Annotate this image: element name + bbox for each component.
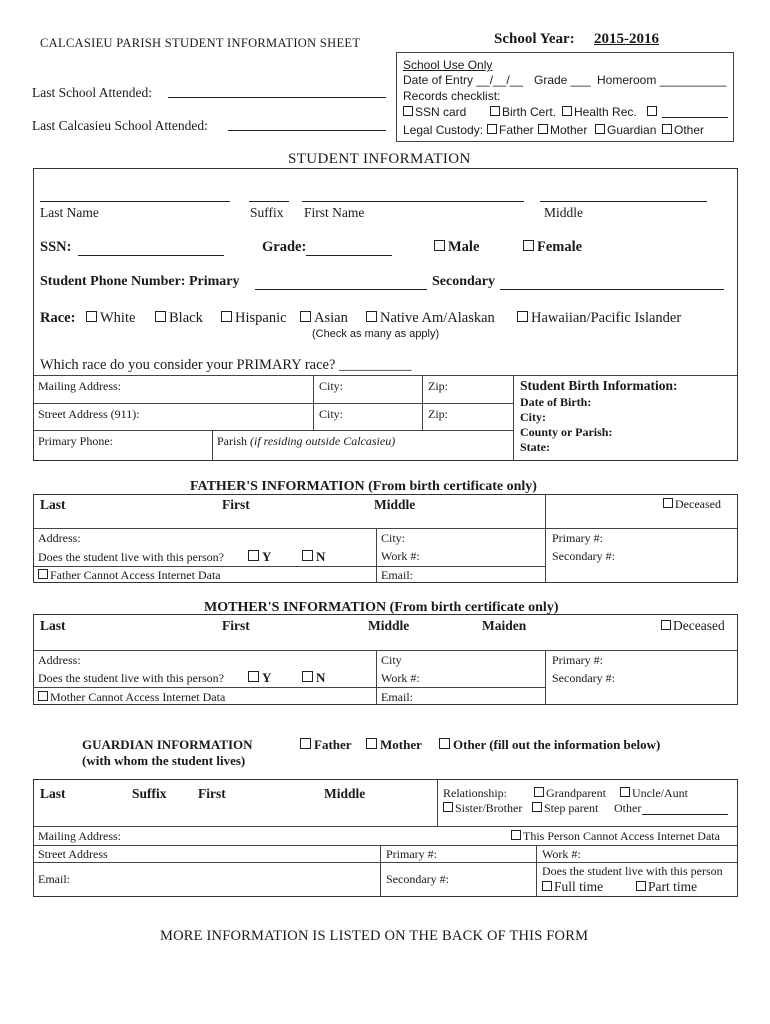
father-primary-label[interactable]: Primary #:: [552, 531, 603, 545]
health-rec-check[interactable]: Health Rec.: [562, 105, 637, 119]
father-no-internet-check[interactable]: Father Cannot Access Internet Data: [38, 568, 221, 583]
last-calcasieu-school-field[interactable]: [228, 130, 386, 131]
guardian-subtitle: (with whom the student lives): [82, 753, 246, 768]
mother-secondary-label[interactable]: Secondary #:: [552, 671, 615, 685]
father-middle-label[interactable]: Middle: [374, 497, 416, 512]
father-last-label[interactable]: Last: [40, 497, 66, 512]
checkbox-icon: [366, 738, 377, 749]
guardian-primary-label[interactable]: Primary #:: [386, 847, 437, 861]
checkbox-icon: [248, 671, 259, 682]
birth-state-label[interactable]: State:: [520, 440, 550, 454]
birth-cert-check[interactable]: Birth Cert.: [490, 105, 556, 119]
phone-secondary-label: Secondary: [432, 274, 495, 289]
checkbox-icon: [620, 787, 630, 797]
birth-info-title: Student Birth Information:: [520, 378, 678, 393]
address-row-rule: [33, 430, 513, 431]
guardian-col-rule: [380, 845, 381, 897]
guardian-secondary-label[interactable]: Secondary #:: [386, 872, 449, 886]
father-lives-no[interactable]: N: [302, 549, 325, 565]
checkbox-icon: [523, 240, 534, 251]
extra-record-check[interactable]: [647, 105, 659, 119]
guardian-mailing-label[interactable]: Mailing Address:: [38, 829, 121, 843]
street-address-label[interactable]: Street Address (911):: [38, 407, 140, 421]
checkbox-icon: [434, 240, 445, 251]
guardian-full-time-check[interactable]: Full time: [542, 879, 603, 895]
custody-mother-check[interactable]: Mother: [538, 123, 587, 137]
checkbox-icon: [663, 498, 673, 508]
county-parish-label[interactable]: County or Parish:: [520, 425, 613, 439]
checkbox-icon: [538, 124, 548, 134]
grade-field[interactable]: [306, 255, 392, 256]
checkbox-icon: [366, 311, 377, 322]
checkbox-icon: [38, 569, 48, 579]
form-title: CALCASIEU PARISH STUDENT INFORMATION SHEET: [40, 36, 361, 50]
father-col-rule: [545, 494, 546, 583]
father-email-label[interactable]: Email:: [381, 568, 413, 582]
race-check-note: (Check as many as apply): [312, 328, 440, 340]
guardian-row-rule: [33, 826, 738, 827]
custody-guardian-check[interactable]: Guardian: [595, 123, 656, 137]
mother-deceased-check[interactable]: Deceased: [661, 618, 725, 634]
checkbox-icon: [534, 787, 544, 797]
first-name-label: First Name: [304, 205, 365, 220]
guardian-lives-with-label: Does the student live with this person: [542, 864, 723, 878]
guardian-first-label[interactable]: First: [198, 786, 226, 801]
mother-city-label[interactable]: City: [381, 653, 402, 667]
checkbox-icon: [595, 124, 605, 134]
first-name-field[interactable]: [302, 201, 524, 202]
ssn-card-check[interactable]: SSN card: [403, 105, 466, 119]
male-option[interactable]: Male: [434, 239, 479, 256]
guardian-part-time-check[interactable]: Part time: [636, 879, 697, 895]
mother-col-rule: [545, 650, 546, 705]
father-city-label[interactable]: City:: [381, 531, 406, 545]
student-section-title: STUDENT INFORMATION: [288, 151, 471, 167]
address-col-rule: [513, 375, 514, 461]
checkbox-icon: [517, 311, 528, 322]
footer-note: MORE INFORMATION IS LISTED ON THE BACK OF THIS FORM: [160, 928, 589, 944]
rel-step-parent-check[interactable]: Step parent: [532, 801, 598, 816]
checkbox-icon: [636, 881, 646, 891]
address-table-top-rule: [33, 375, 738, 376]
guardian-father-check[interactable]: Father: [300, 737, 352, 753]
grade-label: Grade:: [262, 239, 307, 255]
checkbox-icon: [38, 691, 48, 701]
relationship-label: Relationship:: [443, 786, 507, 800]
father-lives-yes[interactable]: Y: [248, 549, 271, 565]
date-of-entry: Date of Entry __/__/__: [403, 73, 524, 87]
checkbox-icon: [155, 311, 166, 322]
street-city-label[interactable]: City:: [319, 407, 344, 421]
legal-custody-label: Legal Custody:: [403, 123, 484, 137]
guardian-work-label[interactable]: Work #:: [542, 847, 581, 861]
father-deceased-check[interactable]: Deceased: [663, 497, 721, 512]
father-row-rule: [33, 528, 738, 529]
phone-primary-field[interactable]: [255, 289, 427, 290]
guardian-last-label[interactable]: Last: [40, 786, 66, 801]
phone-secondary-field[interactable]: [500, 289, 724, 290]
suffix-label: Suffix: [250, 205, 284, 220]
mother-middle-label[interactable]: Middle: [368, 618, 410, 633]
suffix-field[interactable]: [249, 201, 289, 202]
mother-address-label[interactable]: Address:: [38, 653, 81, 667]
mailing-city-label[interactable]: City:: [319, 379, 344, 393]
parish-label[interactable]: Parish (if residing outside Calcasieu): [217, 434, 396, 448]
rel-other-field[interactable]: [642, 814, 728, 815]
date-of-birth-label[interactable]: Date of Birth:: [520, 395, 592, 409]
father-first-label[interactable]: First: [222, 497, 250, 512]
last-calcasieu-school-label: Last Calcasieu School Attended:: [32, 118, 208, 133]
checkbox-icon: [86, 311, 97, 322]
rel-grandparent-check[interactable]: Grandparent: [534, 786, 606, 801]
checkbox-icon: [300, 738, 311, 749]
checkbox-icon: [487, 124, 497, 134]
checkbox-icon: [532, 802, 542, 812]
race-asian-option[interactable]: Asian: [300, 310, 348, 327]
female-option[interactable]: Female: [523, 239, 582, 256]
last-name-field[interactable]: [40, 201, 230, 202]
checkbox-icon: [302, 550, 313, 561]
checkbox-icon: [490, 106, 500, 116]
checkbox-icon: [562, 106, 572, 116]
address-col-rule: [422, 375, 423, 430]
father-address-label[interactable]: Address:: [38, 531, 81, 545]
mother-first-label[interactable]: First: [222, 618, 250, 633]
rel-uncle-aunt-check[interactable]: Uncle/Aunt: [620, 786, 688, 801]
race-white-option[interactable]: White: [86, 310, 135, 327]
guardian-suffix-label[interactable]: Suffix: [132, 786, 167, 801]
checkbox-icon: [439, 738, 450, 749]
guardian-street-label[interactable]: Street Address: [38, 847, 108, 861]
mother-lives-with-label: Does the student live with this person?: [38, 671, 224, 685]
checkbox-icon: [542, 881, 552, 891]
checkbox-icon: [511, 830, 521, 840]
address-row-rule: [33, 403, 513, 404]
checkbox-icon: [221, 311, 232, 322]
checkbox-icon: [302, 671, 313, 682]
school-use-homeroom: Homeroom __________: [597, 73, 727, 87]
mother-last-label[interactable]: Last: [40, 618, 66, 633]
mother-email-label[interactable]: Email:: [381, 690, 413, 704]
race-label: Race:: [40, 310, 76, 326]
guardian-middle-label[interactable]: Middle: [324, 786, 366, 801]
school-year-value: 2015-2016: [594, 31, 659, 47]
street-zip-label[interactable]: Zip:: [428, 407, 448, 421]
guardian-row-rule: [33, 845, 738, 846]
race-black-option[interactable]: Black: [155, 310, 203, 327]
race-hispanic-option[interactable]: Hispanic: [221, 310, 287, 327]
phone-primary-label: Student Phone Number: Primary: [40, 274, 240, 289]
father-lives-with-label: Does the student live with this person?: [38, 550, 224, 564]
birth-city-label[interactable]: City:: [520, 410, 546, 424]
custody-father-check[interactable]: Father: [487, 123, 534, 137]
mother-lives-no[interactable]: N: [302, 670, 325, 686]
middle-name-field[interactable]: [540, 201, 707, 202]
checkbox-icon: [248, 550, 259, 561]
mother-row-rule: [33, 687, 545, 688]
father-section-title: FATHER'S INFORMATION (From birth certificate only): [190, 479, 537, 494]
guardian-other-check[interactable]: Other (fill out the information below): [439, 737, 660, 753]
father-row-rule: [33, 566, 545, 567]
mother-no-internet-check[interactable]: Mother Cannot Access Internet Data: [38, 690, 225, 705]
last-name-label: Last Name: [40, 205, 99, 220]
mother-work-label[interactable]: Work #:: [381, 671, 420, 685]
ssn-field[interactable]: [78, 255, 224, 256]
mother-row-rule: [33, 650, 738, 651]
ssn-label: SSN:: [40, 239, 72, 255]
checkbox-icon: [661, 620, 671, 630]
checkbox-icon: [662, 124, 672, 134]
primary-phone-label[interactable]: Primary Phone:: [38, 434, 113, 448]
address-col-rule: [212, 430, 213, 461]
race-native-option[interactable]: Native Am/Alaskan: [366, 310, 495, 327]
father-secondary-label[interactable]: Secondary #:: [552, 549, 615, 563]
primary-race-question: Which race do you consider your PRIMARY race? __________: [40, 357, 412, 373]
guardian-title: GUARDIAN INFORMATION: [82, 737, 253, 752]
guardian-row-rule: [33, 862, 738, 863]
last-school-attended-field[interactable]: [168, 97, 386, 98]
race-hawaiian-option[interactable]: Hawaiian/Pacific Islander: [517, 310, 681, 327]
father-work-label[interactable]: Work #:: [381, 549, 420, 563]
school-use-title: School Use Only: [403, 58, 493, 72]
checkbox-icon: [443, 802, 453, 812]
address-col-rule: [313, 375, 314, 430]
guardian-mother-check[interactable]: Mother: [366, 737, 422, 753]
extra-record-line: [662, 117, 728, 118]
middle-name-label: Middle: [544, 205, 583, 220]
rel-sister-brother-check[interactable]: Sister/Brother: [443, 801, 522, 816]
rel-other-label: Other: [614, 801, 642, 815]
mailing-address-label[interactable]: Mailing Address:: [38, 379, 121, 393]
school-year-label: School Year:: [494, 31, 575, 47]
guardian-col-rule: [536, 845, 537, 897]
mother-lives-yes[interactable]: Y: [248, 670, 271, 686]
checkbox-icon: [300, 311, 311, 322]
mother-maiden-label[interactable]: Maiden: [482, 618, 527, 633]
mailing-zip-label[interactable]: Zip:: [428, 379, 448, 393]
mother-primary-label[interactable]: Primary #:: [552, 653, 603, 667]
guardian-email-label[interactable]: Email:: [38, 872, 70, 886]
checkbox-icon: [403, 106, 413, 116]
mother-section-title: MOTHER'S INFORMATION (From birth certificate only): [204, 600, 559, 615]
guardian-no-internet-check[interactable]: This Person Cannot Access Internet Data: [511, 829, 720, 844]
last-school-attended-label: Last School Attended:: [32, 85, 152, 100]
mother-col-rule: [376, 650, 377, 705]
school-use-grade: Grade ___: [534, 73, 591, 87]
father-col-rule: [376, 528, 377, 583]
checkbox-icon: [647, 106, 657, 116]
guardian-col-rule: [437, 779, 438, 826]
custody-other-check[interactable]: Other: [662, 123, 704, 137]
records-checklist-label: Records checklist:: [403, 89, 501, 103]
